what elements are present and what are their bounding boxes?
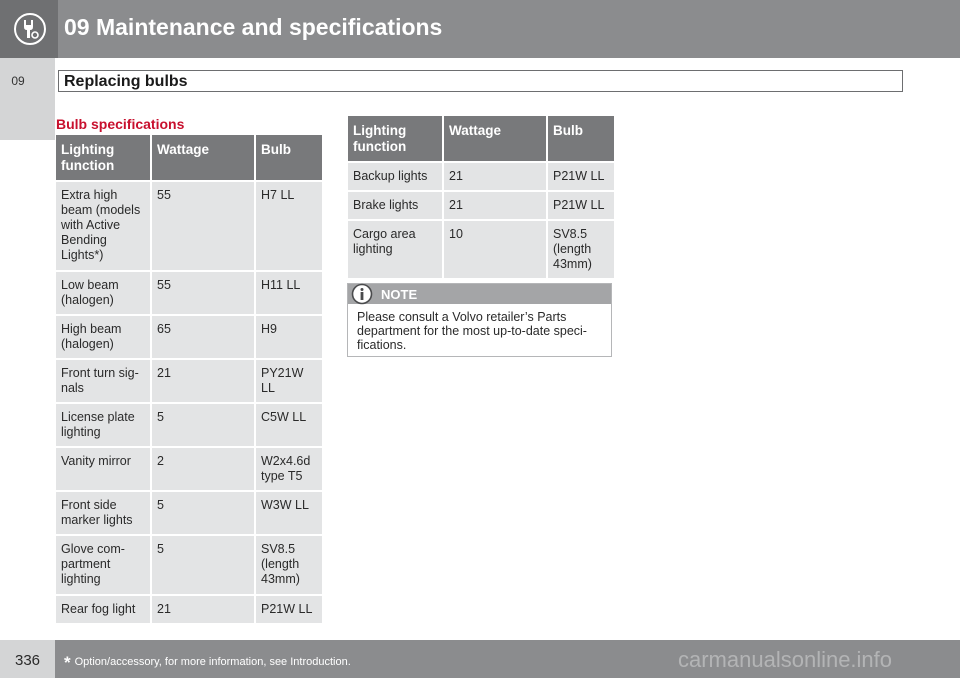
table-cell: 55 [152, 182, 254, 270]
table-cell: Glove com- partment lighting [56, 536, 150, 594]
table-cell: Extra high beam (models with Active Bending Lights*) [56, 182, 150, 270]
table-cell: Cargo area lighting [348, 221, 442, 278]
table-row [56, 272, 322, 314]
table-cell: 21 [152, 360, 254, 402]
table-row [348, 221, 614, 278]
column-header-lighting-function: Lighting function [56, 135, 150, 180]
table-row [348, 163, 614, 190]
chapter-side-tab [0, 58, 55, 140]
chapter-icon-box [0, 0, 58, 58]
column-header-wattage: Wattage [152, 135, 254, 180]
table-cell: W2x4.6d type T5 [256, 448, 322, 490]
table-cell: Low beam (halogen) [56, 272, 150, 314]
table-cell: License plate lighting [56, 404, 150, 446]
table-row [56, 596, 322, 623]
column-header-lighting-function: Lighting function [348, 116, 442, 161]
table-cell: 5 [152, 404, 254, 446]
table-cell: P21W LL [548, 163, 614, 190]
table-cell: 2 [152, 448, 254, 490]
table-row [56, 182, 322, 270]
table-cell: Brake lights [348, 192, 442, 219]
chapter-tab-number: 09 [11, 74, 25, 88]
column-header-bulb: Bulb [548, 116, 614, 161]
page-number: 336 [14, 652, 41, 669]
table-cell: Front turn sig- nals [56, 360, 150, 402]
table-cell: 10 [444, 221, 546, 278]
footnote-text: Option/accessory, for more information, see Introduction. [74, 656, 351, 668]
table-cell: Vanity mirror [56, 448, 150, 490]
table-cell: 21 [444, 163, 546, 190]
column-header-wattage: Wattage [444, 116, 546, 161]
table-row [56, 404, 322, 446]
bulb-specifications-heading: Bulb specifications [56, 116, 185, 132]
table-cell: 21 [152, 596, 254, 623]
wrench-icon [13, 12, 47, 46]
table-row [56, 448, 322, 490]
table-cell: 5 [152, 492, 254, 534]
watermark: carmanualsonline.info [678, 647, 893, 672]
note-title: NOTE [381, 287, 418, 302]
table-cell: SV8.5 (length 43mm) [256, 536, 322, 594]
table-cell: C5W LL [256, 404, 322, 446]
table-row [56, 492, 322, 534]
table-cell: Rear fog light [56, 596, 150, 623]
table-cell: P21W LL [548, 192, 614, 219]
table-row [56, 316, 322, 358]
section-title: Replacing bulbs [64, 73, 188, 90]
table-row [56, 536, 322, 594]
table-row [56, 360, 322, 402]
note-text: Please consult a Volvo retailer’s Parts department for the most up-to-date speci- fications. [357, 310, 587, 352]
table-cell: High beam (halogen) [56, 316, 150, 358]
table-cell: 21 [444, 192, 546, 219]
table-cell: Backup lights [348, 163, 442, 190]
table-cell: W3W LL [256, 492, 322, 534]
note-header [348, 284, 611, 304]
bulb-spec-table-left [54, 133, 324, 625]
footnote-star: * [64, 653, 71, 672]
table-cell: H9 [256, 316, 322, 358]
table-cell: 5 [152, 536, 254, 594]
note-box [347, 283, 612, 357]
table-cell: H7 LL [256, 182, 322, 270]
column-header-bulb: Bulb [256, 135, 322, 180]
table-cell: PY21W LL [256, 360, 322, 402]
table-cell: 55 [152, 272, 254, 314]
table-cell: SV8.5 (length 43mm) [548, 221, 614, 278]
table-cell: H11 LL [256, 272, 322, 314]
table-cell: 65 [152, 316, 254, 358]
chapter-title: 09 Maintenance and specifications [64, 14, 443, 40]
footnote [64, 653, 351, 673]
bulb-spec-table-right [346, 114, 616, 280]
table-header-row [56, 135, 322, 180]
table-row [348, 192, 614, 219]
table-header-row [348, 116, 614, 161]
table-cell: Front side marker lights [56, 492, 150, 534]
table-cell: P21W LL [256, 596, 322, 623]
info-icon [351, 283, 373, 305]
